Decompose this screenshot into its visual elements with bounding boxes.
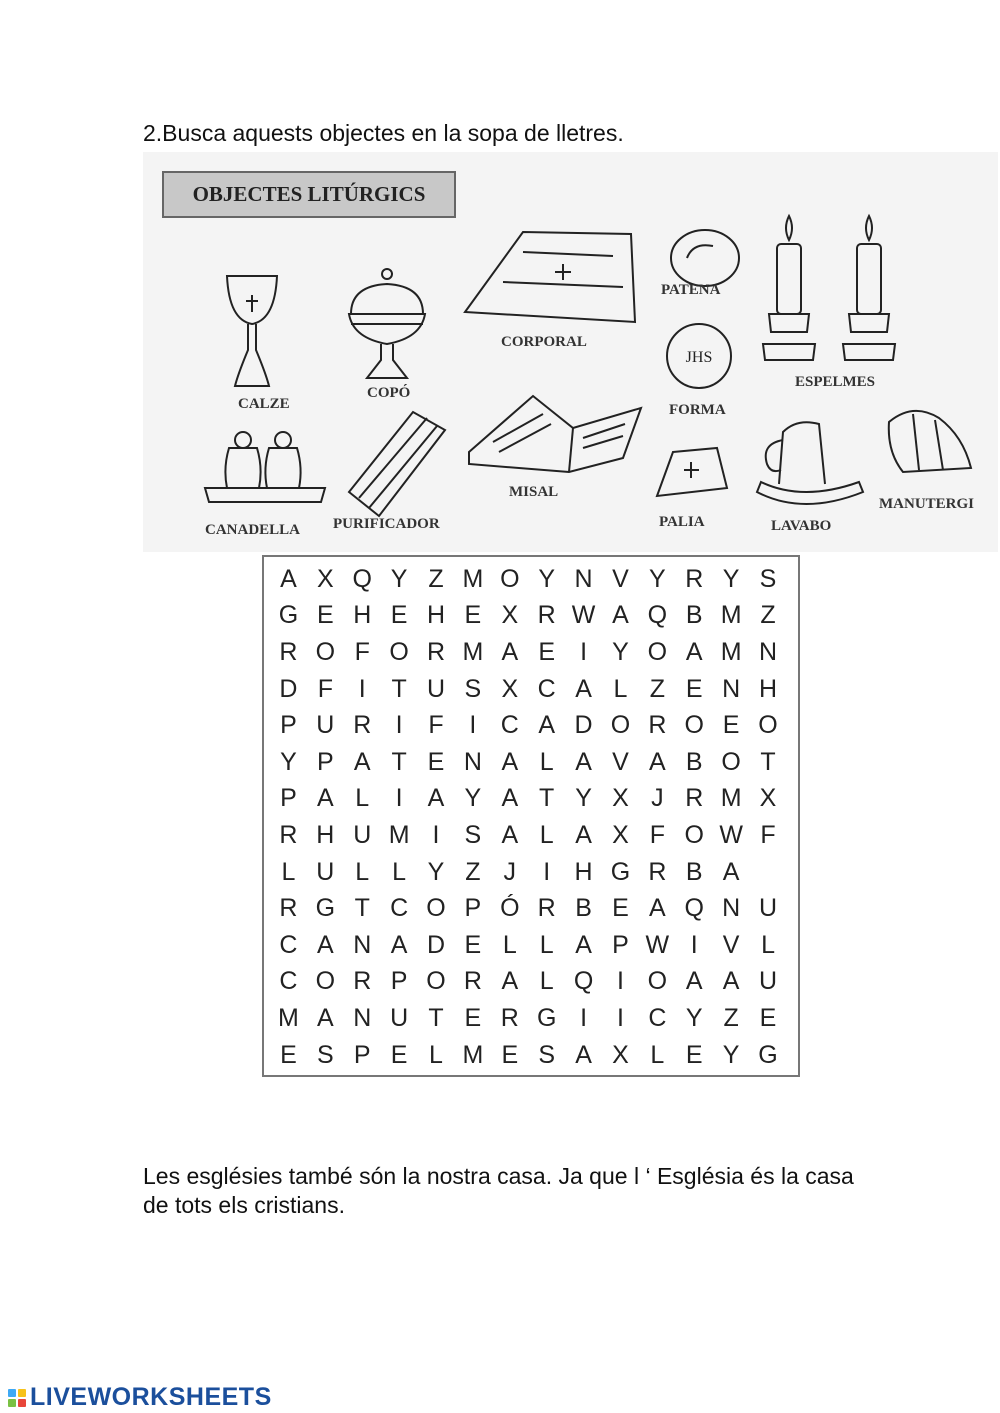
label-espelmes: ESPELMES	[795, 374, 876, 390]
grid-cell[interactable]: F	[317, 674, 333, 703]
grid-cell[interactable]: Y	[722, 564, 740, 593]
grid-row	[270, 890, 786, 927]
grid-cell[interactable]: L	[539, 820, 554, 849]
grid-cell[interactable]: Y	[280, 747, 297, 776]
grid-cell[interactable]: A	[501, 747, 519, 776]
grid-cell[interactable]: T	[391, 747, 407, 776]
grid-cell[interactable]: L	[761, 930, 775, 959]
grid-cell[interactable]: X	[612, 784, 629, 813]
paten-icon	[671, 230, 739, 286]
grid-cell[interactable]: R	[648, 711, 667, 740]
grid-cell[interactable]: C	[279, 930, 298, 959]
grid-cell[interactable]: E	[464, 601, 482, 630]
grid-cell[interactable]: Y	[685, 1003, 703, 1032]
grid-cell[interactable]: N	[353, 930, 372, 959]
label-lavabo: LAVABO	[771, 518, 832, 534]
grid-cell[interactable]: E	[501, 1040, 519, 1069]
instruction-text: 2.Busca aquests objectes en la sopa de lletres.	[143, 120, 624, 146]
grid-cell[interactable]: R	[537, 894, 556, 923]
grid-cell[interactable]: T	[354, 894, 370, 923]
grid-cell[interactable]: L	[355, 784, 370, 813]
grid-row	[270, 561, 786, 598]
label-purificador: PURIFICADOR	[333, 516, 440, 532]
grid-cell[interactable]: R	[353, 967, 372, 996]
grid-cell[interactable]: A	[575, 747, 592, 776]
grid-cell[interactable]: A	[649, 894, 666, 923]
grid-cell[interactable]: A	[685, 637, 703, 666]
grid-cell[interactable]: U	[758, 894, 778, 923]
grid-cell[interactable]: P	[353, 1040, 371, 1069]
grid-cell[interactable]: Z	[760, 601, 776, 630]
candles-icon	[763, 216, 895, 360]
grid-row	[270, 707, 786, 744]
grid-cell[interactable]: Q	[352, 564, 372, 593]
logo-square	[18, 1389, 26, 1397]
lavabo-towel-icon	[889, 411, 971, 472]
brand-name: LIVEWORKSHEETS	[30, 1383, 272, 1411]
grid-cell[interactable]: N	[353, 1003, 372, 1032]
corporal-icon	[465, 232, 635, 322]
liveworksheets-logo-icon	[8, 1389, 26, 1407]
grid-cell[interactable]: R	[279, 820, 298, 849]
grid-row	[270, 964, 786, 1001]
grid-cell[interactable]: A	[390, 930, 408, 959]
grid-cell[interactable]: C	[537, 674, 556, 703]
grid-cell[interactable]: I	[616, 1003, 624, 1032]
grid-cell[interactable]: C	[390, 894, 409, 923]
grid-cell[interactable]: L	[429, 1040, 443, 1069]
grid-cell[interactable]: H	[758, 674, 778, 703]
grid-cell[interactable]: I	[580, 637, 588, 666]
grid-cell[interactable]: R	[685, 564, 704, 593]
brand-logo[interactable]	[8, 1383, 272, 1412]
grid-cell[interactable]: E	[427, 747, 445, 776]
grid-cell[interactable]: F	[760, 820, 776, 849]
grid-cell[interactable]: A	[722, 857, 740, 886]
footer-text: Les esglésies també són la nostra casa. Ja que l ‘ Església és la casa de tots els cristians.	[143, 1163, 854, 1218]
grid-cell[interactable]: I	[395, 711, 403, 740]
section-title: OBJECTES LITÚRGICS	[162, 171, 456, 218]
grid-cell[interactable]: M	[462, 564, 484, 593]
grid-cell[interactable]: X	[501, 674, 519, 703]
grid-cell[interactable]: I	[580, 1003, 588, 1032]
grid-cell[interactable]: H	[316, 820, 335, 849]
grid-cell[interactable]: Ó	[500, 894, 520, 923]
grid-cell[interactable]: F	[354, 637, 370, 666]
label-patena: PATENA	[661, 282, 721, 298]
grid-cell[interactable]: S	[538, 1040, 556, 1069]
grid-cell[interactable]: F	[428, 711, 444, 740]
grid-cell[interactable]: G	[536, 1003, 557, 1032]
grid-cell[interactable]: E	[722, 711, 740, 740]
grid-cell[interactable]: O	[647, 967, 668, 996]
grid-cell[interactable]: J	[503, 857, 517, 886]
grid-cell[interactable]: L	[650, 1040, 665, 1069]
logo-square	[18, 1399, 26, 1407]
grid-cell[interactable]: S	[316, 1040, 334, 1069]
grid-cell[interactable]: G	[610, 857, 631, 886]
grid-cell[interactable]: M	[388, 820, 410, 849]
grid-cell[interactable]: A	[501, 967, 519, 996]
grid-row	[270, 671, 786, 708]
grid-cell[interactable]: E	[612, 894, 629, 923]
grid-cell[interactable]: W	[645, 930, 670, 959]
grid-cell[interactable]: A	[501, 637, 519, 666]
grid-cell[interactable]: P	[280, 784, 297, 813]
grid-cell[interactable]: I	[358, 674, 366, 703]
grid-cell[interactable]: T	[539, 784, 555, 813]
grid-cell[interactable]: E	[464, 1003, 482, 1032]
grid-cell[interactable]: X	[316, 564, 334, 593]
grid-cell[interactable]: X	[612, 820, 629, 849]
grid-cell[interactable]: L	[281, 857, 296, 886]
grid-cell[interactable]: M	[278, 1003, 299, 1032]
label-canadella: CANADELLA	[205, 522, 301, 538]
label-copo: COPÓ	[367, 385, 411, 401]
grid-cell[interactable]: L	[539, 967, 554, 996]
liturgical-objects-drawing	[143, 152, 998, 552]
grid-cell[interactable]: O	[426, 967, 446, 996]
host-mark: JHS	[685, 349, 713, 366]
grid-cell[interactable]: Y	[427, 857, 445, 886]
grid-cell[interactable]: W	[571, 601, 596, 630]
grid-cell[interactable]: N	[722, 894, 741, 923]
grid-cell[interactable]: C	[648, 1003, 667, 1032]
grid-cell[interactable]: R	[426, 637, 446, 666]
grid-cell[interactable]: E	[390, 1040, 408, 1069]
grid-cell[interactable]: D	[426, 930, 446, 959]
lavabo-icon	[757, 422, 863, 504]
grid-cell[interactable]: I	[469, 711, 477, 740]
grid-cell[interactable]: Z	[723, 1003, 739, 1032]
grid-row	[270, 817, 786, 854]
grid-cell[interactable]: O	[647, 637, 668, 666]
grid-cell[interactable]: A	[316, 930, 334, 959]
missal-icon	[469, 396, 641, 472]
grid-cell[interactable]: Y	[722, 1040, 740, 1069]
grid-cell[interactable]: P	[612, 930, 629, 959]
grid-row	[270, 1037, 786, 1074]
grid-cell[interactable]: V	[612, 747, 629, 776]
grid-cell[interactable]: X	[612, 1040, 629, 1069]
grid-cell[interactable]: P	[280, 711, 297, 740]
grid-cell[interactable]: L	[355, 857, 370, 886]
grid-cell[interactable]: S	[464, 674, 482, 703]
grid-cell[interactable]: Y	[575, 784, 592, 813]
logo-square	[8, 1389, 16, 1397]
grid-cell[interactable]: B	[685, 747, 703, 776]
grid-cell[interactable]: B	[685, 857, 703, 886]
grid-cell[interactable]: S	[759, 564, 777, 593]
grid-cell[interactable]: R	[279, 637, 298, 666]
grid-cell[interactable]: Q	[573, 967, 594, 996]
grid-cell[interactable]: A	[649, 747, 666, 776]
grid-cell[interactable]: Z	[465, 857, 481, 886]
grid-cell[interactable]: N	[758, 637, 778, 666]
grid-cell[interactable]: L	[502, 930, 517, 959]
grid-cell[interactable]: M	[720, 784, 742, 813]
grid-cell[interactable]: R	[353, 711, 372, 740]
grid-cell[interactable]: E	[538, 637, 556, 666]
grid-cell[interactable]: B	[575, 894, 592, 923]
grid-row	[270, 781, 786, 818]
grid-cell[interactable]: C	[279, 967, 298, 996]
grid-cell[interactable]: L	[392, 857, 407, 886]
grid-cell[interactable]: T	[760, 747, 776, 776]
grid-cell[interactable]: M	[720, 637, 742, 666]
label-misal: MISAL	[509, 484, 559, 500]
grid-cell[interactable]: N	[574, 564, 593, 593]
grid-cell[interactable]: O	[684, 820, 704, 849]
grid-cell[interactable]: O	[610, 711, 631, 740]
grid-cell[interactable]: U	[426, 674, 446, 703]
grid-cell[interactable]: O	[315, 637, 336, 666]
grid-cell[interactable]: E	[464, 930, 482, 959]
grid-cell[interactable]: A	[575, 674, 592, 703]
grid-cell[interactable]: L	[539, 747, 554, 776]
grid-cell[interactable]: E	[759, 1003, 777, 1032]
grid-cell[interactable]: Z	[428, 564, 444, 593]
liturgical-objects-illustration	[143, 152, 998, 552]
chalice-icon	[227, 276, 277, 386]
cruets-icon	[205, 432, 325, 502]
grid-cell[interactable]: I	[395, 784, 403, 813]
grid-cell[interactable]: O	[426, 894, 446, 923]
label-palia: PALIA	[659, 514, 705, 530]
grid-cell[interactable]: J	[651, 784, 664, 813]
grid-cell[interactable]: S	[464, 820, 482, 849]
grid-cell[interactable]: P	[464, 894, 482, 923]
word-search-grid	[262, 555, 800, 1077]
grid-row	[270, 927, 786, 964]
grid-cell[interactable]: H	[353, 601, 372, 630]
grid-cell[interactable]: B	[685, 601, 703, 630]
grid-cell[interactable]: A	[316, 1003, 334, 1032]
grid-cell[interactable]: R	[463, 967, 482, 996]
grid-cell[interactable]: A	[685, 967, 703, 996]
grid-cell[interactable]: O	[315, 967, 336, 996]
grid-cell[interactable]: U	[390, 1003, 409, 1032]
label-manutergi: MANUTERGI	[879, 496, 975, 512]
grid-cell[interactable]: U	[316, 711, 335, 740]
grid-cell[interactable]: M	[462, 637, 484, 666]
grid-cell[interactable]: D	[279, 674, 298, 703]
grid-cell[interactable]: A	[280, 564, 297, 593]
grid-cell[interactable]: P	[390, 967, 408, 996]
grid-cell[interactable]: I	[543, 857, 551, 886]
grid-row	[270, 598, 786, 635]
grid-cell[interactable]: X	[501, 601, 519, 630]
grid-cell[interactable]: V	[722, 930, 740, 959]
grid-cell[interactable]: Q	[647, 601, 668, 630]
grid-cell[interactable]: R	[500, 1003, 519, 1032]
grid-cell[interactable]: R	[648, 857, 667, 886]
grid-cell[interactable]: Y	[464, 784, 482, 813]
grid-cell[interactable]: A	[501, 820, 519, 849]
grid-cell[interactable]: O	[389, 637, 409, 666]
grid-cell[interactable]: A	[575, 1040, 592, 1069]
grid-cell[interactable]: E	[685, 674, 703, 703]
grid-cell[interactable]: T	[391, 674, 407, 703]
grid-cell[interactable]: A	[612, 601, 629, 630]
grid-cell[interactable]: A	[538, 711, 556, 740]
grid-cell[interactable]: R	[537, 601, 556, 630]
grid-cell[interactable]: G	[278, 601, 299, 630]
grid-cell[interactable]: O	[758, 711, 778, 740]
grid-row	[270, 744, 786, 781]
grid-cell[interactable]: U	[353, 820, 372, 849]
grid-cell[interactable]: N	[722, 674, 741, 703]
grid-cell[interactable]: T	[428, 1003, 444, 1032]
word-search-table	[270, 561, 786, 1073]
pall-icon	[657, 448, 727, 496]
grid-cell[interactable]: H	[426, 601, 446, 630]
grid-cell[interactable]: N	[463, 747, 482, 776]
grid-cell[interactable]: P	[316, 747, 334, 776]
grid-cell[interactable]: A	[316, 784, 334, 813]
grid-cell[interactable]: E	[685, 1040, 703, 1069]
grid-cell[interactable]: H	[574, 857, 593, 886]
grid-cell[interactable]: O	[684, 711, 704, 740]
grid-cell[interactable]: A	[722, 967, 740, 996]
grid-cell[interactable]: Y	[612, 637, 629, 666]
grid-cell[interactable]: A	[427, 784, 445, 813]
grid-cell[interactable]: Y	[390, 564, 408, 593]
grid-cell[interactable]: I	[690, 930, 698, 959]
grid-cell[interactable]: L	[539, 930, 554, 959]
grid-cell[interactable]: Y	[538, 564, 556, 593]
grid-cell[interactable]: I	[432, 820, 440, 849]
grid-cell[interactable]: L	[613, 674, 628, 703]
grid-cell[interactable]: W	[719, 820, 743, 849]
grid-row	[270, 634, 786, 671]
grid-cell[interactable]: E	[280, 1040, 297, 1069]
grid-cell[interactable]: E	[390, 601, 408, 630]
purificator-icon	[349, 412, 445, 516]
label-corporal: CORPORAL	[501, 334, 587, 350]
grid-cell[interactable]: R	[685, 784, 704, 813]
ciborium-icon	[349, 269, 425, 378]
grid-cell[interactable]: X	[759, 784, 777, 813]
grid-cell[interactable]: A	[353, 747, 371, 776]
grid-cell[interactable]: U	[758, 967, 778, 996]
grid-cell[interactable]: G	[758, 1040, 778, 1069]
logo-square	[8, 1399, 16, 1407]
grid-cell[interactable]: A	[575, 930, 592, 959]
grid-cell[interactable]: A	[575, 820, 592, 849]
grid-row	[270, 854, 786, 891]
grid-cell[interactable]: Q	[684, 894, 704, 923]
grid-cell[interactable]: E	[316, 601, 334, 630]
grid-cell[interactable]: Z	[649, 674, 665, 703]
grid-cell[interactable]: G	[315, 894, 336, 923]
grid-row	[270, 1000, 786, 1037]
label-calze: CALZE	[238, 396, 290, 412]
grid-cell[interactable]: O	[721, 747, 741, 776]
grid-cell[interactable]: A	[501, 784, 519, 813]
label-forma: FORMA	[669, 402, 726, 418]
grid-cell[interactable]: F	[649, 820, 665, 849]
grid-cell[interactable]: U	[316, 857, 335, 886]
grid-cell[interactable]: M	[720, 601, 742, 630]
grid-cell[interactable]: C	[500, 711, 519, 740]
grid-cell[interactable]: R	[279, 894, 298, 923]
grid-cell[interactable]: O	[500, 564, 520, 593]
grid-cell[interactable]: I	[616, 967, 624, 996]
grid-cell[interactable]: Y	[649, 564, 666, 593]
grid-cell[interactable]: M	[462, 1040, 484, 1069]
grid-cell[interactable]: V	[612, 564, 629, 593]
grid-cell[interactable]: D	[574, 711, 593, 740]
